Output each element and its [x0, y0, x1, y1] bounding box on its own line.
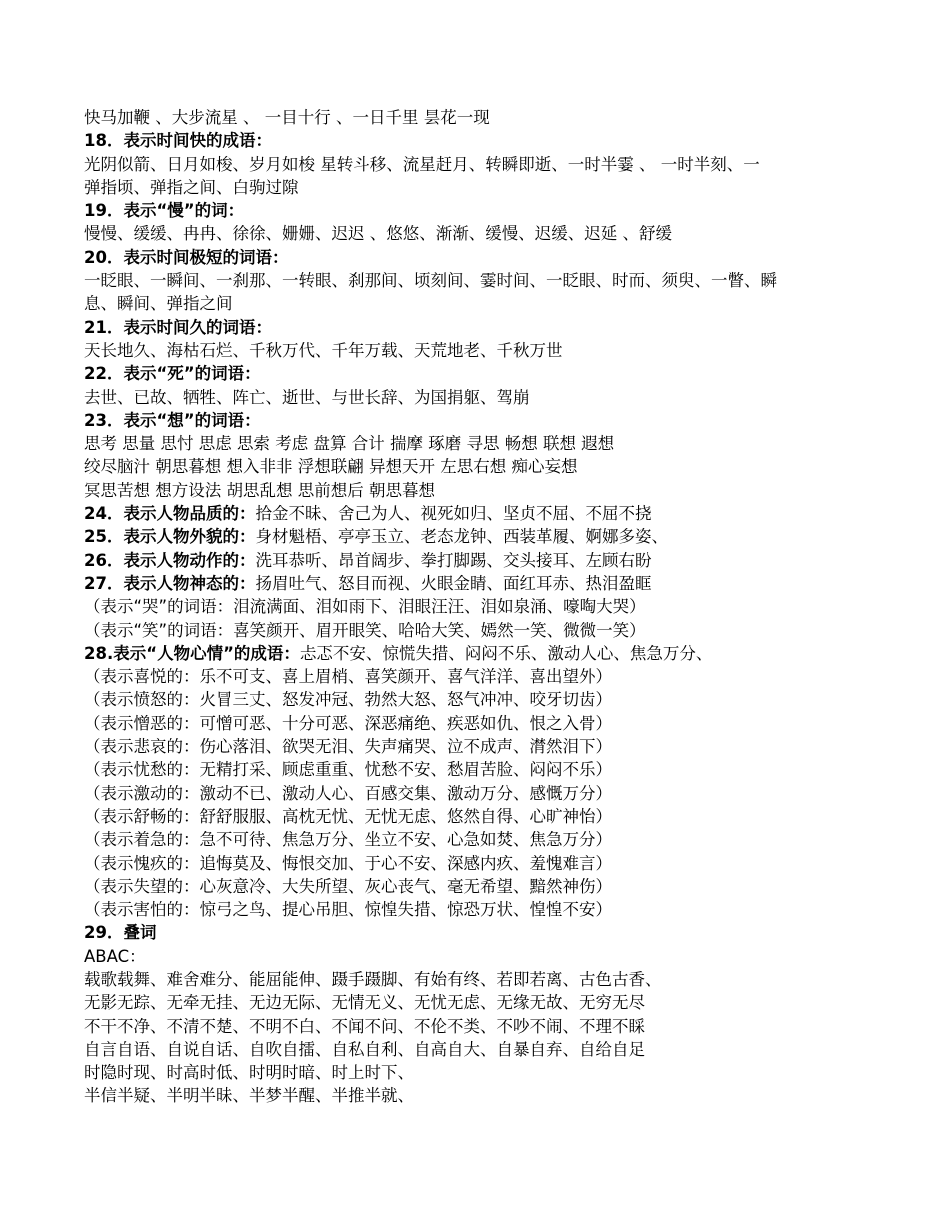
- text-line: [84, 129, 890, 152]
- text-line: [84, 898, 890, 921]
- text-line: [84, 828, 890, 851]
- text-line: [84, 479, 890, 502]
- text-line: [84, 549, 890, 572]
- body-text: （表示失望的：心灰意冷、大失所望、灰心丧气、毫无希望、黯然神伤）: [84, 876, 612, 896]
- body-text: 拾金不昧、舍己为人、视死如归、坚贞不屈、不屈不挠: [255, 504, 652, 524]
- body-text: 扬眉吐气、怒目而视、火眼金睛、面红耳赤、热泪盈眶: [255, 573, 652, 593]
- body-text: 一眨眼、一瞬间、一刹那、一转眼、刹那间、顷刻间、霎时间、一眨眼、时而、须臾、一瞥、瞬: [84, 271, 777, 291]
- text-line: [84, 502, 890, 525]
- body-text: 时隐时现、时高时低、时明时暗、时上时下、: [84, 1063, 414, 1083]
- body-text: 冥思苦想 想方设法 胡思乱想 思前想后 朝思暮想: [84, 480, 435, 500]
- text-line: [84, 782, 890, 805]
- text-line: [84, 805, 890, 828]
- heading-text: 19．表示“慢”的词：: [84, 201, 245, 221]
- text-line: [84, 525, 890, 548]
- text-line: [84, 106, 890, 129]
- body-text: （表示“笑”的词语：喜笑颜开、眉开眼笑、哈哈大笑、嫣然一笑、微微一笑）: [84, 620, 646, 640]
- body-text: （表示憎恶的：可憎可恶、十分可恶、深恶痛绝、疾恶如仇、恨之入骨）: [84, 713, 612, 733]
- body-text: 慢慢、缓缓、冉冉、徐徐、姗姗、迟迟 、悠悠、渐渐、缓慢、迟缓、迟延 、舒缓: [84, 224, 672, 244]
- heading-text: 22．表示“死”的词语：: [84, 364, 261, 384]
- heading-text: 21．表示时间久的词语：: [84, 317, 272, 337]
- text-line: [84, 735, 890, 758]
- text-line: [84, 875, 890, 898]
- text-line: [84, 222, 890, 245]
- text-line: [84, 409, 890, 432]
- heading-text: 28.表示“人物心情”的成语：: [84, 643, 300, 663]
- body-text: （表示悲哀的：伤心落泪、欲哭无泪、失声痛哭、泣不成声、潸然泪下）: [84, 737, 612, 757]
- text-line: [84, 176, 890, 199]
- text-line: [84, 852, 890, 875]
- text-line: [84, 595, 890, 618]
- body-text: 无影无踪、无牵无挂、无边无际、无情无义、无忧无虑、无缘无故、无穷无尽: [84, 993, 645, 1013]
- text-line: [84, 1084, 890, 1107]
- body-text: （表示喜悦的：乐不可支、喜上眉梢、喜笑颜开、喜气洋洋、喜出望外）: [84, 667, 612, 687]
- text-line: [84, 921, 890, 944]
- text-line: [84, 339, 890, 362]
- text-line: [84, 1038, 890, 1061]
- heading-text: 18．表示时间快的成语：: [84, 131, 272, 151]
- heading-text: 20．表示时间极短的词语：: [84, 247, 289, 267]
- text-line: [84, 386, 890, 409]
- text-line: [84, 199, 890, 222]
- body-text: 忐忑不安、惊慌失措、闷闷不乐、激动人心、焦急万分、: [299, 643, 713, 663]
- text-line: [84, 642, 890, 665]
- text-line: [84, 945, 890, 968]
- heading-text: 24．表示人物品质的：: [84, 504, 256, 524]
- heading-text: 23．表示“想”的词语：: [84, 410, 261, 430]
- text-line: [84, 688, 890, 711]
- body-text: 洗耳恭听、昂首阔步、拳打脚踢、交头接耳、左顾右盼: [255, 550, 652, 570]
- body-text: 息、瞬间、弹指之间: [84, 294, 233, 314]
- text-line: [84, 619, 890, 642]
- body-text: 光阴似箭、日月如梭、岁月如梭 星转斗移、流星赶月、转瞬即逝、一时半霎 、 一时半刻、一: [84, 154, 760, 174]
- text-line: [84, 246, 890, 269]
- text-line: [84, 758, 890, 781]
- heading-text: 29．叠词: [84, 923, 157, 943]
- text-line: [84, 665, 890, 688]
- text-line: [84, 292, 890, 315]
- text-line: [84, 712, 890, 735]
- body-text: 去世、已故、牺牲、阵亡、逝世、与世长辞、为国捐躯、驾崩: [84, 387, 530, 407]
- body-text: （表示着急的：急不可待、焦急万分、坐立不安、心急如焚、焦急万分）: [84, 830, 612, 850]
- body-text: 快马加鞭 、大步流星 、 一目十行 、一日千里 昙花一现: [84, 108, 490, 127]
- text-line: [84, 362, 890, 385]
- heading-text: 27．表示人物神态的：: [84, 573, 256, 593]
- body-text: （表示害怕的：惊弓之鸟、提心吊胆、惊惶失措、惊恐万状、惶惶不安）: [84, 900, 612, 920]
- heading-text: 25．表示人物外貌的：: [84, 527, 256, 547]
- body-text: （表示舒畅的：舒舒服服、高枕无忧、无忧无虑、悠然自得、心旷神怡）: [84, 806, 612, 826]
- body-text: （表示“哭”的词语：泪流满面、泪如雨下、泪眼汪汪、泪如泉涌、嚎啕大哭）: [84, 597, 646, 617]
- text-line: [84, 432, 890, 455]
- body-text: 载歌载舞、难舍难分、能屈能伸、蹑手蹑脚、有始有终、若即若离、古色古香、: [84, 969, 662, 989]
- text-line: [84, 455, 890, 478]
- text-line: [84, 968, 890, 991]
- body-text: 弹指顷、弹指之间、白驹过隙: [84, 177, 299, 197]
- text-line: [84, 316, 890, 339]
- body-text: ABAC：: [84, 946, 146, 966]
- body-text: （表示激动的：激动不已、激动人心、百感交集、激动万分、感慨万分）: [84, 783, 612, 803]
- text-line: [84, 1061, 890, 1084]
- body-text: 身材魁梧、亭亭玉立、老态龙钟、西装革履、婀娜多姿、: [255, 527, 668, 547]
- body-text: （表示忧愁的：无精打采、顾虑重重、忧愁不安、愁眉苦脸、闷闷不乐）: [84, 760, 612, 780]
- body-text: 绞尽脑汁 朝思暮想 想入非非 浮想联翩 异想天开 左思右想 痴心妄想: [84, 457, 578, 477]
- text-line: [84, 572, 890, 595]
- text-line: [84, 269, 890, 292]
- body-text: 天长地久、海枯石烂、千秋万代、千年万载、天荒地老、千秋万世: [84, 340, 563, 360]
- text-body: [84, 106, 890, 1108]
- body-text: （表示愧疚的：追悔莫及、悔恨交加、于心不安、深感内疚、羞愧难言）: [84, 853, 612, 873]
- body-text: 半信半疑、半明半昧、半梦半醒、半推半就、: [84, 1086, 414, 1106]
- text-line: [84, 1015, 890, 1038]
- body-text: 自言自语、自说自话、自吹自擂、自私自利、自高自大、自暴自弃、自给自足: [84, 1039, 645, 1059]
- body-text: 思考 思量 思忖 思虑 思索 考虑 盘算 合计 揣摩 琢磨 寻思 畅想 联想 遐想: [84, 434, 615, 454]
- text-line: [84, 153, 890, 176]
- body-text: 不干不净、不清不楚、不明不白、不闻不问、不伦不类、不吵不闹、不理不睬: [84, 1016, 645, 1036]
- text-line: [84, 991, 890, 1014]
- body-text: （表示愤怒的：火冒三丈、怒发冲冠、勃然大怒、怒气冲冲、咬牙切齿）: [84, 690, 612, 710]
- heading-text: 26．表示人物动作的：: [84, 550, 256, 570]
